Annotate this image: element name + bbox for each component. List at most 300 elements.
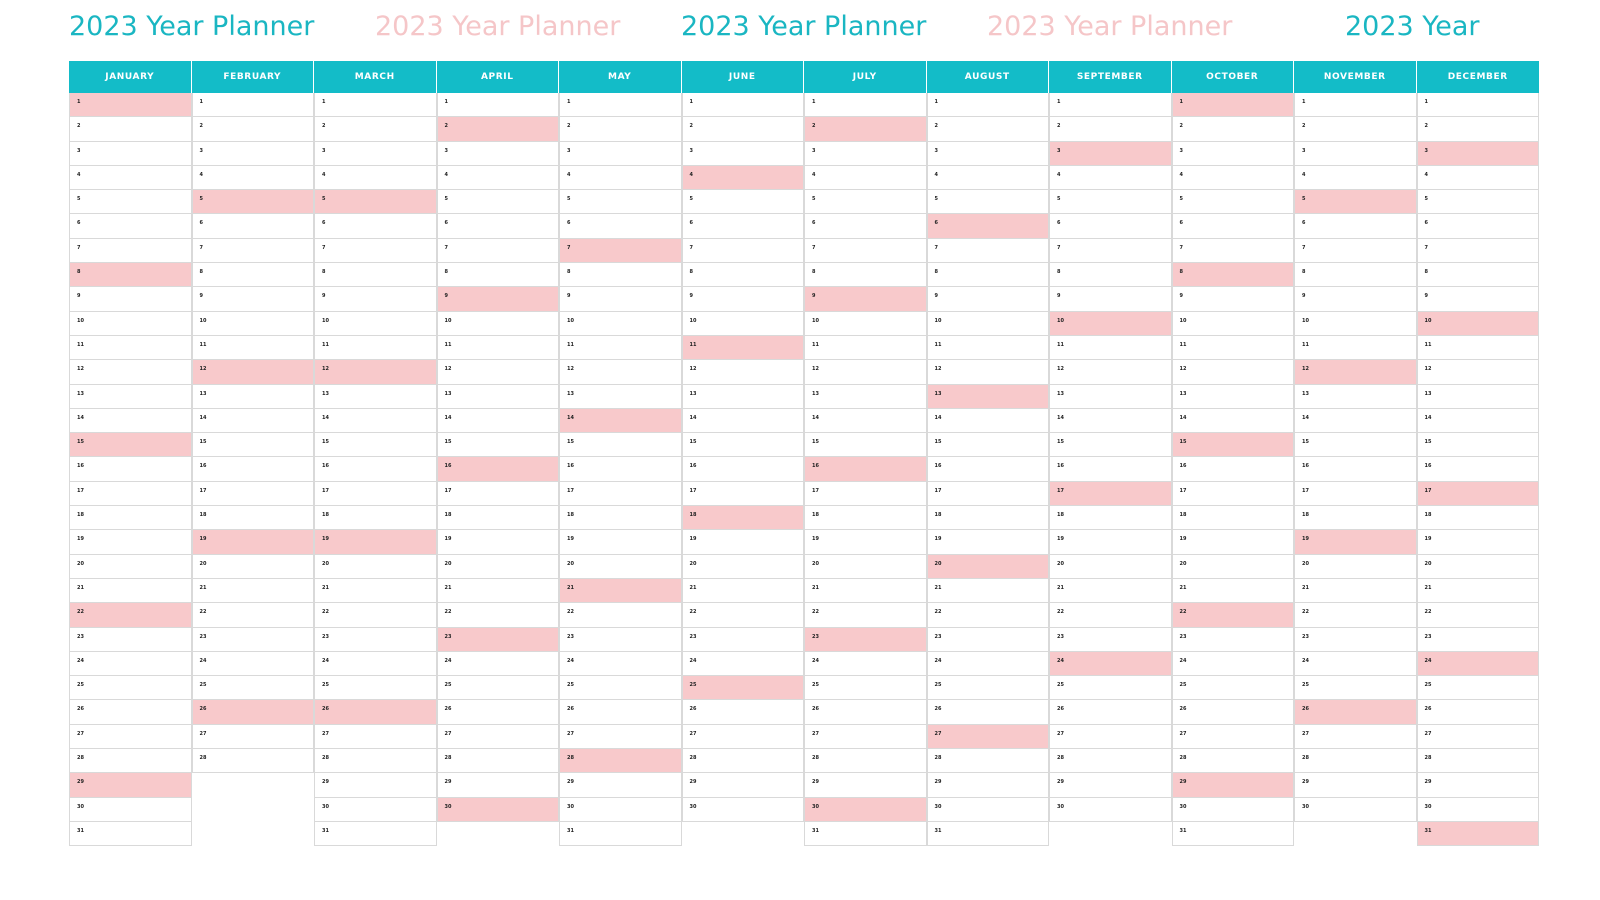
day-cell[interactable] <box>1049 409 1172 433</box>
day-cell[interactable] <box>1172 166 1295 190</box>
day-cell[interactable] <box>1172 676 1295 700</box>
day-cell[interactable] <box>69 409 192 433</box>
day-cell[interactable] <box>1049 700 1172 724</box>
day-cell[interactable] <box>682 336 805 360</box>
day-cell[interactable] <box>192 725 315 749</box>
day-cell[interactable] <box>69 287 192 311</box>
day-cell[interactable] <box>69 579 192 603</box>
day-cell[interactable] <box>1049 263 1172 287</box>
day-cell[interactable] <box>1294 117 1417 141</box>
day-cell[interactable] <box>559 409 682 433</box>
day-cell[interactable] <box>437 409 560 433</box>
day-cell[interactable] <box>927 603 1050 627</box>
day-cell[interactable] <box>559 773 682 797</box>
day-cell[interactable] <box>682 579 805 603</box>
day-cell[interactable] <box>1049 385 1172 409</box>
day-cell[interactable] <box>559 603 682 627</box>
day-cell[interactable] <box>559 506 682 530</box>
day-cell[interactable] <box>437 482 560 506</box>
day-cell[interactable] <box>314 725 437 749</box>
day-cell[interactable] <box>927 239 1050 263</box>
day-cell[interactable] <box>927 360 1050 384</box>
day-cell[interactable] <box>1417 579 1540 603</box>
day-cell[interactable] <box>804 700 927 724</box>
day-cell[interactable] <box>314 385 437 409</box>
day-cell[interactable] <box>1294 433 1417 457</box>
day-cell[interactable] <box>1172 579 1295 603</box>
day-cell[interactable] <box>682 749 805 773</box>
day-cell[interactable] <box>1049 312 1172 336</box>
day-cell[interactable] <box>1294 385 1417 409</box>
day-cell[interactable] <box>69 798 192 822</box>
day-cell[interactable] <box>192 433 315 457</box>
day-cell[interactable] <box>1294 166 1417 190</box>
day-cell[interactable] <box>1417 482 1540 506</box>
day-cell[interactable] <box>314 263 437 287</box>
day-cell[interactable] <box>69 603 192 627</box>
day-cell[interactable] <box>1049 287 1172 311</box>
day-cell[interactable] <box>559 482 682 506</box>
day-cell[interactable] <box>192 506 315 530</box>
day-cell[interactable] <box>1294 725 1417 749</box>
day-cell[interactable] <box>1417 530 1540 554</box>
day-cell[interactable] <box>437 433 560 457</box>
day-cell[interactable] <box>437 190 560 214</box>
day-cell[interactable] <box>192 749 315 773</box>
day-cell[interactable] <box>1294 652 1417 676</box>
day-cell[interactable] <box>1172 555 1295 579</box>
day-cell[interactable] <box>1172 725 1295 749</box>
day-cell[interactable] <box>1417 360 1540 384</box>
day-cell[interactable] <box>927 773 1050 797</box>
day-cell[interactable] <box>69 457 192 481</box>
day-cell[interactable] <box>1294 239 1417 263</box>
day-cell[interactable] <box>804 166 927 190</box>
day-cell[interactable] <box>1417 603 1540 627</box>
day-cell[interactable] <box>314 579 437 603</box>
day-cell[interactable] <box>69 676 192 700</box>
day-cell[interactable] <box>1417 676 1540 700</box>
day-cell[interactable] <box>804 822 927 846</box>
day-cell[interactable] <box>69 530 192 554</box>
day-cell[interactable] <box>1294 555 1417 579</box>
day-cell[interactable] <box>437 312 560 336</box>
day-cell[interactable] <box>1172 506 1295 530</box>
day-cell[interactable] <box>192 214 315 238</box>
day-cell[interactable] <box>1294 628 1417 652</box>
day-cell[interactable] <box>314 312 437 336</box>
day-cell[interactable] <box>559 263 682 287</box>
day-cell[interactable] <box>682 263 805 287</box>
day-cell[interactable] <box>192 360 315 384</box>
day-cell[interactable] <box>1172 773 1295 797</box>
day-cell[interactable] <box>804 287 927 311</box>
day-cell[interactable] <box>1172 798 1295 822</box>
day-cell[interactable] <box>559 214 682 238</box>
day-cell[interactable] <box>1417 798 1540 822</box>
day-cell[interactable] <box>804 773 927 797</box>
day-cell[interactable] <box>437 457 560 481</box>
day-cell[interactable] <box>1294 287 1417 311</box>
day-cell[interactable] <box>1172 700 1295 724</box>
day-cell[interactable] <box>1172 312 1295 336</box>
day-cell[interactable] <box>927 190 1050 214</box>
day-cell[interactable] <box>437 263 560 287</box>
day-cell[interactable] <box>1417 457 1540 481</box>
day-cell[interactable] <box>559 117 682 141</box>
day-cell[interactable] <box>69 142 192 166</box>
day-cell[interactable] <box>69 555 192 579</box>
day-cell[interactable] <box>1172 360 1295 384</box>
day-cell[interactable] <box>682 214 805 238</box>
day-cell[interactable] <box>192 142 315 166</box>
day-cell[interactable] <box>804 628 927 652</box>
day-cell[interactable] <box>804 433 927 457</box>
day-cell[interactable] <box>804 603 927 627</box>
day-cell[interactable] <box>314 773 437 797</box>
day-cell[interactable] <box>927 579 1050 603</box>
day-cell[interactable] <box>927 506 1050 530</box>
day-cell[interactable] <box>1417 287 1540 311</box>
day-cell[interactable] <box>682 798 805 822</box>
day-cell[interactable] <box>559 433 682 457</box>
day-cell[interactable] <box>314 506 437 530</box>
day-cell[interactable] <box>1294 749 1417 773</box>
day-cell[interactable] <box>1417 749 1540 773</box>
day-cell[interactable] <box>804 409 927 433</box>
day-cell[interactable] <box>314 749 437 773</box>
day-cell[interactable] <box>437 603 560 627</box>
day-cell[interactable] <box>559 555 682 579</box>
day-cell[interactable] <box>1172 117 1295 141</box>
day-cell[interactable] <box>314 360 437 384</box>
day-cell[interactable] <box>1049 142 1172 166</box>
day-cell[interactable] <box>69 336 192 360</box>
day-cell[interactable] <box>1294 530 1417 554</box>
day-cell[interactable] <box>927 725 1050 749</box>
day-cell[interactable] <box>1049 239 1172 263</box>
day-cell[interactable] <box>682 457 805 481</box>
day-cell[interactable] <box>437 360 560 384</box>
day-cell[interactable] <box>69 725 192 749</box>
day-cell[interactable] <box>559 457 682 481</box>
day-cell[interactable] <box>927 142 1050 166</box>
day-cell[interactable] <box>1294 700 1417 724</box>
day-cell[interactable] <box>1294 142 1417 166</box>
day-cell[interactable] <box>1049 579 1172 603</box>
day-cell[interactable] <box>559 360 682 384</box>
day-cell[interactable] <box>1417 409 1540 433</box>
day-cell[interactable] <box>437 530 560 554</box>
day-cell[interactable] <box>559 700 682 724</box>
day-cell[interactable] <box>314 530 437 554</box>
day-cell[interactable] <box>559 749 682 773</box>
day-cell[interactable] <box>804 190 927 214</box>
day-cell[interactable] <box>437 239 560 263</box>
day-cell[interactable] <box>314 822 437 846</box>
day-cell[interactable] <box>927 117 1050 141</box>
day-cell[interactable] <box>927 287 1050 311</box>
day-cell[interactable] <box>69 628 192 652</box>
day-cell[interactable] <box>682 360 805 384</box>
day-cell[interactable] <box>804 385 927 409</box>
day-cell[interactable] <box>192 579 315 603</box>
day-cell[interactable] <box>1417 628 1540 652</box>
day-cell[interactable] <box>1294 457 1417 481</box>
day-cell[interactable] <box>1294 409 1417 433</box>
day-cell[interactable] <box>1417 117 1540 141</box>
day-cell[interactable] <box>1172 530 1295 554</box>
day-cell[interactable] <box>1049 336 1172 360</box>
day-cell[interactable] <box>1172 336 1295 360</box>
day-cell[interactable] <box>559 190 682 214</box>
day-cell[interactable] <box>804 506 927 530</box>
day-cell[interactable] <box>1049 603 1172 627</box>
day-cell[interactable] <box>682 555 805 579</box>
day-cell[interactable] <box>927 798 1050 822</box>
day-cell[interactable] <box>559 725 682 749</box>
day-cell[interactable] <box>192 555 315 579</box>
day-cell[interactable] <box>69 482 192 506</box>
day-cell[interactable] <box>437 385 560 409</box>
day-cell[interactable] <box>437 676 560 700</box>
day-cell[interactable] <box>1172 142 1295 166</box>
day-cell[interactable] <box>192 700 315 724</box>
day-cell[interactable] <box>314 628 437 652</box>
day-cell[interactable] <box>192 385 315 409</box>
day-cell[interactable] <box>1049 117 1172 141</box>
day-cell[interactable] <box>192 93 315 117</box>
day-cell[interactable] <box>69 700 192 724</box>
day-cell[interactable] <box>927 433 1050 457</box>
day-cell[interactable] <box>804 239 927 263</box>
day-cell[interactable] <box>927 385 1050 409</box>
day-cell[interactable] <box>927 93 1050 117</box>
day-cell[interactable] <box>682 385 805 409</box>
day-cell[interactable] <box>192 603 315 627</box>
day-cell[interactable] <box>1049 360 1172 384</box>
day-cell[interactable] <box>927 676 1050 700</box>
day-cell[interactable] <box>559 579 682 603</box>
day-cell[interactable] <box>682 287 805 311</box>
day-cell[interactable] <box>314 142 437 166</box>
day-cell[interactable] <box>1417 555 1540 579</box>
day-cell[interactable] <box>314 214 437 238</box>
day-cell[interactable] <box>682 506 805 530</box>
day-cell[interactable] <box>1049 433 1172 457</box>
day-cell[interactable] <box>559 336 682 360</box>
day-cell[interactable] <box>69 773 192 797</box>
day-cell[interactable] <box>927 336 1050 360</box>
day-cell[interactable] <box>1049 166 1172 190</box>
day-cell[interactable] <box>192 263 315 287</box>
day-cell[interactable] <box>1172 409 1295 433</box>
day-cell[interactable] <box>804 725 927 749</box>
day-cell[interactable] <box>314 798 437 822</box>
day-cell[interactable] <box>69 166 192 190</box>
day-cell[interactable] <box>1049 530 1172 554</box>
day-cell[interactable] <box>927 749 1050 773</box>
day-cell[interactable] <box>1294 93 1417 117</box>
day-cell[interactable] <box>927 457 1050 481</box>
day-cell[interactable] <box>559 239 682 263</box>
day-cell[interactable] <box>192 628 315 652</box>
day-cell[interactable] <box>1417 142 1540 166</box>
day-cell[interactable] <box>1172 482 1295 506</box>
day-cell[interactable] <box>192 239 315 263</box>
day-cell[interactable] <box>314 166 437 190</box>
day-cell[interactable] <box>1049 798 1172 822</box>
day-cell[interactable] <box>927 555 1050 579</box>
day-cell[interactable] <box>804 798 927 822</box>
day-cell[interactable] <box>69 652 192 676</box>
day-cell[interactable] <box>1417 336 1540 360</box>
day-cell[interactable] <box>1172 433 1295 457</box>
day-cell[interactable] <box>804 749 927 773</box>
day-cell[interactable] <box>314 603 437 627</box>
day-cell[interactable] <box>927 312 1050 336</box>
day-cell[interactable] <box>192 530 315 554</box>
day-cell[interactable] <box>804 214 927 238</box>
day-cell[interactable] <box>559 312 682 336</box>
day-cell[interactable] <box>682 603 805 627</box>
day-cell[interactable] <box>559 142 682 166</box>
day-cell[interactable] <box>682 93 805 117</box>
day-cell[interactable] <box>1417 239 1540 263</box>
day-cell[interactable] <box>1294 603 1417 627</box>
day-cell[interactable] <box>804 93 927 117</box>
day-cell[interactable] <box>1172 385 1295 409</box>
day-cell[interactable] <box>1049 190 1172 214</box>
day-cell[interactable] <box>559 287 682 311</box>
day-cell[interactable] <box>192 482 315 506</box>
day-cell[interactable] <box>1049 506 1172 530</box>
day-cell[interactable] <box>437 142 560 166</box>
day-cell[interactable] <box>804 360 927 384</box>
day-cell[interactable] <box>927 409 1050 433</box>
day-cell[interactable] <box>1294 676 1417 700</box>
day-cell[interactable] <box>927 628 1050 652</box>
day-cell[interactable] <box>804 263 927 287</box>
day-cell[interactable] <box>1417 166 1540 190</box>
day-cell[interactable] <box>314 409 437 433</box>
day-cell[interactable] <box>682 652 805 676</box>
day-cell[interactable] <box>1294 214 1417 238</box>
day-cell[interactable] <box>1049 652 1172 676</box>
day-cell[interactable] <box>1049 676 1172 700</box>
day-cell[interactable] <box>559 798 682 822</box>
day-cell[interactable] <box>1172 263 1295 287</box>
day-cell[interactable] <box>69 214 192 238</box>
day-cell[interactable] <box>1417 725 1540 749</box>
day-cell[interactable] <box>192 166 315 190</box>
day-cell[interactable] <box>1417 385 1540 409</box>
day-cell[interactable] <box>1172 628 1295 652</box>
day-cell[interactable] <box>192 652 315 676</box>
day-cell[interactable] <box>1417 312 1540 336</box>
day-cell[interactable] <box>314 93 437 117</box>
day-cell[interactable] <box>804 457 927 481</box>
day-cell[interactable] <box>69 239 192 263</box>
day-cell[interactable] <box>682 433 805 457</box>
day-cell[interactable] <box>1172 214 1295 238</box>
day-cell[interactable] <box>1417 822 1540 846</box>
day-cell[interactable] <box>1417 652 1540 676</box>
day-cell[interactable] <box>314 190 437 214</box>
day-cell[interactable] <box>1294 482 1417 506</box>
day-cell[interactable] <box>1172 239 1295 263</box>
day-cell[interactable] <box>1049 555 1172 579</box>
day-cell[interactable] <box>682 166 805 190</box>
day-cell[interactable] <box>437 725 560 749</box>
day-cell[interactable] <box>927 166 1050 190</box>
day-cell[interactable] <box>559 628 682 652</box>
day-cell[interactable] <box>682 142 805 166</box>
day-cell[interactable] <box>927 700 1050 724</box>
day-cell[interactable] <box>69 822 192 846</box>
day-cell[interactable] <box>192 409 315 433</box>
day-cell[interactable] <box>69 117 192 141</box>
day-cell[interactable] <box>69 93 192 117</box>
day-cell[interactable] <box>1417 214 1540 238</box>
day-cell[interactable] <box>682 676 805 700</box>
day-cell[interactable] <box>927 482 1050 506</box>
day-cell[interactable] <box>559 530 682 554</box>
day-cell[interactable] <box>1049 93 1172 117</box>
day-cell[interactable] <box>437 287 560 311</box>
day-cell[interactable] <box>1172 652 1295 676</box>
day-cell[interactable] <box>804 117 927 141</box>
day-cell[interactable] <box>1049 628 1172 652</box>
day-cell[interactable] <box>1294 190 1417 214</box>
day-cell[interactable] <box>1294 360 1417 384</box>
day-cell[interactable] <box>682 773 805 797</box>
day-cell[interactable] <box>804 652 927 676</box>
day-cell[interactable] <box>682 117 805 141</box>
day-cell[interactable] <box>559 822 682 846</box>
day-cell[interactable] <box>804 676 927 700</box>
day-cell[interactable] <box>192 287 315 311</box>
day-cell[interactable] <box>1417 433 1540 457</box>
day-cell[interactable] <box>1417 700 1540 724</box>
day-cell[interactable] <box>927 822 1050 846</box>
day-cell[interactable] <box>1049 725 1172 749</box>
day-cell[interactable] <box>437 93 560 117</box>
day-cell[interactable] <box>1294 798 1417 822</box>
day-cell[interactable] <box>437 506 560 530</box>
day-cell[interactable] <box>1417 190 1540 214</box>
day-cell[interactable] <box>437 700 560 724</box>
day-cell[interactable] <box>559 166 682 190</box>
day-cell[interactable] <box>682 725 805 749</box>
day-cell[interactable] <box>1294 579 1417 603</box>
day-cell[interactable] <box>314 457 437 481</box>
day-cell[interactable] <box>804 530 927 554</box>
day-cell[interactable] <box>804 579 927 603</box>
day-cell[interactable] <box>437 798 560 822</box>
day-cell[interactable] <box>927 652 1050 676</box>
day-cell[interactable] <box>1172 287 1295 311</box>
day-cell[interactable] <box>437 117 560 141</box>
day-cell[interactable] <box>1172 457 1295 481</box>
day-cell[interactable] <box>437 214 560 238</box>
day-cell[interactable] <box>1049 482 1172 506</box>
day-cell[interactable] <box>1172 822 1295 846</box>
day-cell[interactable] <box>1172 749 1295 773</box>
day-cell[interactable] <box>682 530 805 554</box>
day-cell[interactable] <box>1172 93 1295 117</box>
day-cell[interactable] <box>682 312 805 336</box>
